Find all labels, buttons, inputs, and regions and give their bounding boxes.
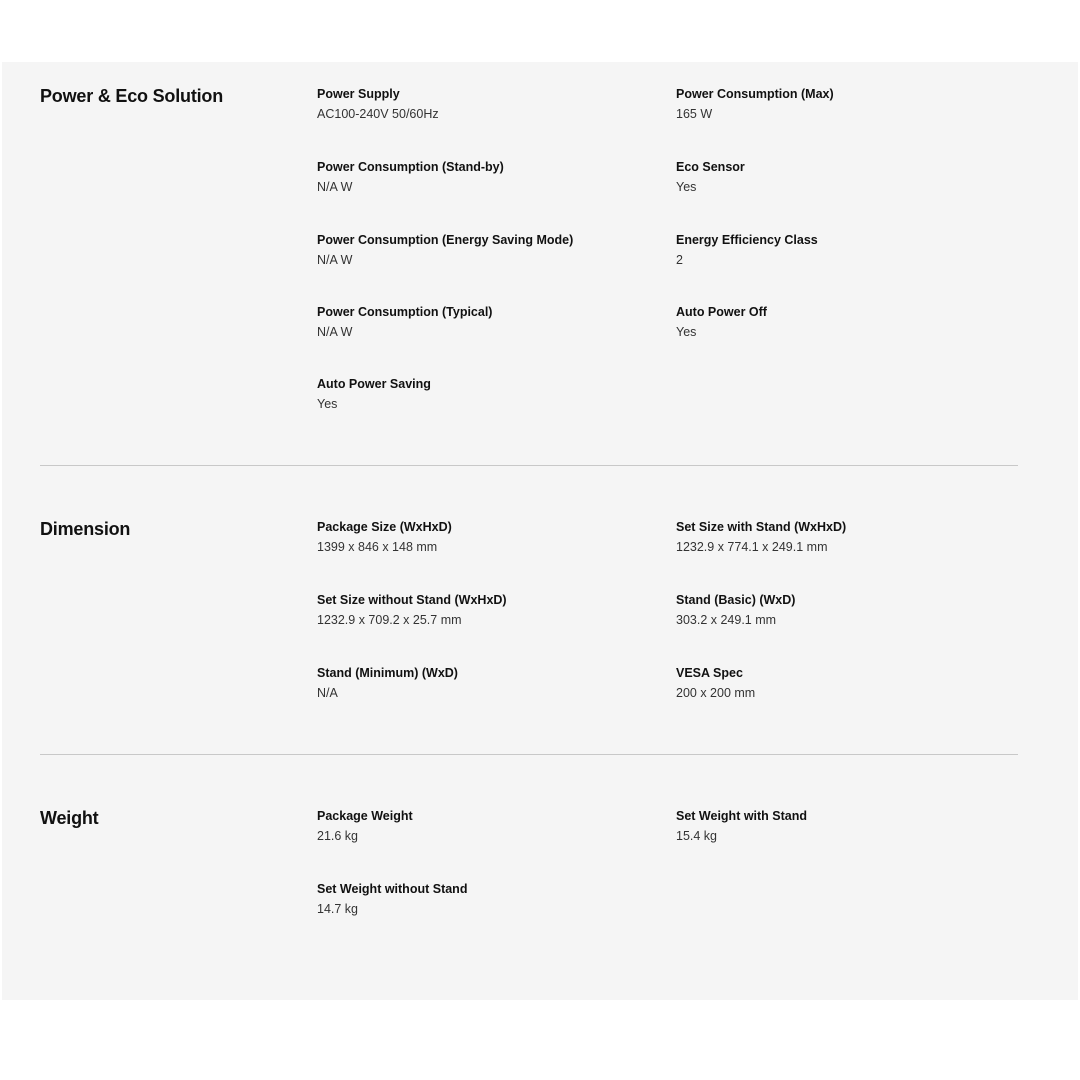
spec-set-weight-without-stand (317, 881, 647, 917)
spec-value: Yes (676, 180, 697, 194)
section-dimension (40, 519, 1018, 719)
spec-label: Eco Sensor (676, 160, 745, 174)
spec-power-consumption-energy-saving (317, 232, 647, 268)
spec-value: N/A W (317, 325, 353, 339)
spec-vesa-spec (676, 665, 1006, 701)
spec-package-size (317, 519, 647, 555)
spec-label: Energy Efficiency Class (676, 233, 818, 247)
spec-package-weight (317, 808, 647, 844)
section-divider (40, 754, 1018, 755)
section-title-power-eco: Power & Eco Solution (40, 86, 224, 106)
spec-set-size-without-stand (317, 592, 647, 628)
section-title-weight: Weight (40, 808, 99, 828)
spec-set-weight-with-stand (676, 808, 1006, 844)
spec-value: N/A (317, 686, 338, 700)
spec-label: Auto Power Saving (317, 377, 431, 391)
spec-label: Stand (Minimum) (WxD) (317, 666, 458, 680)
spec-label: Set Weight without Stand (317, 882, 468, 896)
spec-value: 14.7 kg (317, 902, 359, 916)
spec-auto-power-off (676, 304, 1006, 340)
spec-value: 200 x 200 mm (676, 686, 756, 700)
spec-value: 1232.9 x 774.1 x 249.1 mm (676, 540, 828, 554)
spec-value: 2 (676, 253, 683, 267)
spec-value: 21.6 kg (317, 829, 359, 843)
spec-value: N/A W (317, 180, 353, 194)
spec-value: 1232.9 x 709.2 x 25.7 mm (317, 613, 462, 627)
spec-value: N/A W (317, 253, 353, 267)
spec-label: Set Size without Stand (WxHxD) (317, 593, 507, 607)
spec-power-consumption-standby (317, 159, 647, 195)
spec-value: AC100-240V 50/60Hz (317, 107, 439, 121)
spec-label: Package Weight (317, 809, 413, 823)
spec-value: 1399 x 846 x 148 mm (317, 540, 438, 554)
spec-label: Set Weight with Stand (676, 809, 808, 823)
spec-stand-basic (676, 592, 1006, 628)
spec-power-consumption-typical (317, 304, 647, 340)
spec-set-size-with-stand (676, 519, 1006, 555)
spec-label: Power Consumption (Stand-by) (317, 160, 504, 174)
spec-label: Power Consumption (Typical) (317, 305, 493, 319)
spec-label: Power Consumption (Max) (676, 87, 834, 101)
spec-stand-minimum (317, 665, 647, 701)
spec-label: VESA Spec (676, 666, 743, 680)
spec-power-supply (317, 86, 647, 122)
spec-power-consumption-max (676, 86, 1006, 122)
spec-label: Power Consumption (Energy Saving Mode) (317, 233, 574, 247)
section-weight (40, 808, 1018, 938)
spec-value: 15.4 kg (676, 829, 718, 843)
spec-value: 303.2 x 249.1 mm (676, 613, 777, 627)
spec-value: Yes (676, 325, 697, 339)
section-power-eco (40, 86, 1018, 426)
spec-label: Set Size with Stand (WxHxD) (676, 520, 847, 534)
spec-auto-power-saving (317, 376, 647, 412)
spec-energy-efficiency-class (676, 232, 1006, 268)
spec-label: Stand (Basic) (WxD) (676, 593, 796, 607)
section-title-dimension: Dimension (40, 519, 131, 539)
spec-value: 165 W (676, 107, 713, 121)
spec-label: Auto Power Off (676, 305, 767, 319)
section-divider (40, 465, 1018, 466)
spec-eco-sensor (676, 159, 1006, 195)
spec-label: Package Size (WxHxD) (317, 520, 452, 534)
spec-label: Power Supply (317, 87, 400, 101)
spec-value: Yes (317, 397, 338, 411)
